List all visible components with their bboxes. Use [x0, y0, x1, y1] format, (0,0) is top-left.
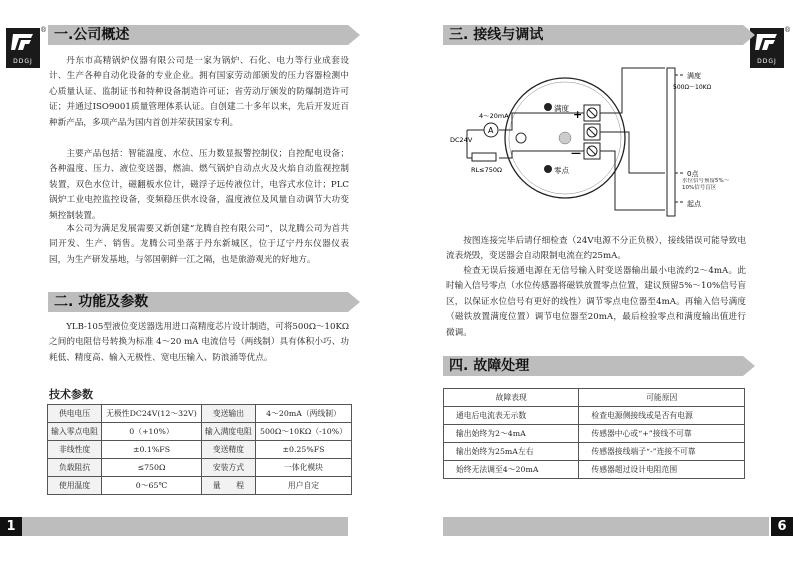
logo-text: DDGJ — [757, 58, 777, 65]
table-cell: 检查电源侧接线或是否有电源 — [579, 407, 745, 425]
rl-label: RL≤750Ω — [471, 166, 502, 174]
table-cell: 0～65℃ — [102, 477, 202, 495]
full-potentiometer — [544, 103, 552, 111]
full-range-label: 500Ω～10KΩ — [673, 84, 712, 91]
current-label: 4～20mA — [479, 112, 509, 120]
table-cell: 传感器中心或“+”接线不可靠 — [579, 425, 745, 443]
table-cell: 4～20mA（两线制） — [255, 405, 351, 423]
table-cell: 输入满度电阻 — [201, 423, 255, 441]
section4-header — [443, 356, 743, 376]
page-number-left: 1 — [0, 517, 22, 536]
tech-params-title: 技术参数 — [49, 388, 93, 401]
table-cell: 负载阻抗 — [48, 459, 102, 477]
section2-title: 二. 功能及参数 — [54, 294, 149, 310]
wiring-check-paragraph: 按图连接完毕后请仔细检查（24V电源不分正负极），接线错误可能导致电流表烧毁，变送器会自动限制电流在约25mA。 — [446, 236, 746, 262]
logo-mark-icon — [11, 32, 35, 52]
table-cell: 非线性度 — [48, 441, 102, 459]
table-row — [444, 443, 745, 461]
fault-header-cause: 可能原因 — [579, 389, 745, 407]
table-cell: 使用温度 — [48, 477, 102, 495]
calibration-paragraph: 检查无误后接通电源在无信号输入时变送器输出最小电流约2～4mA。此时输入信号零点（水位传感器将磁铁放置零点位置，建议预留5%～10%信号盲区，以保证水位信号有更好的线性）调节零点电位器至4mA。再输入信号满度（磁铁放置满度位置）调节电位器至20mA，最后检验零点和满度输出值进行微调。 — [446, 266, 746, 338]
fault-header-symptom: 故障表现 — [444, 389, 579, 407]
table-cell: 始终无法调至4～20mA — [444, 461, 579, 479]
table-cell: 输出始终为2～4mA — [444, 425, 579, 443]
load-resistor — [472, 153, 496, 161]
left-footer-bar — [22, 517, 348, 536]
table-cell: 变送精度 — [201, 441, 255, 459]
wiring-diagram — [447, 60, 737, 225]
section1-title: 一.公司概述 — [54, 27, 130, 43]
table-cell: 输入零点电阻 — [48, 423, 102, 441]
section4-title: 四. 故障处理 — [449, 358, 530, 374]
table-cell: 供电电压 — [48, 405, 102, 423]
table-cell: 0（+10%） — [102, 423, 202, 441]
fault-table — [443, 388, 745, 479]
center-hole — [559, 132, 571, 144]
label-full: 满度 — [554, 104, 569, 113]
label-minus: — — [571, 148, 581, 159]
table-cell: 变送输出 — [201, 405, 255, 423]
section3-header — [443, 25, 743, 45]
logo-text: DDGJ — [13, 58, 33, 65]
right-footer-bar — [443, 517, 769, 536]
signal-note: 水位信号预留5%～10%信号盲区 — [682, 178, 730, 191]
table-cell: 传感器超过设计电阻范围 — [579, 461, 745, 479]
table-row — [48, 459, 352, 477]
company-logo-right — [750, 26, 791, 68]
table-cell: 通电后电流表无示数 — [444, 407, 579, 425]
table-cell: 500Ω～10KΩ（-10%） — [255, 423, 351, 441]
company-intro-paragraph: 丹东市高精锅炉仪器有限公司是一家为锅炉、石化、电力等行业成套设计、生产各种自动化设备的专业企业。拥有国家劳动部颁发的压力容器检测中心质量认证、监制证书和特种设备制造许可证；省劳动厅颁发的防爆制造许可证；并通过ISO9001质量管理体系认证。自创建二十多年以来，先后开发近百种新产品，多项产品为国内首创并荣获国家专利。 — [49, 56, 349, 128]
page-number-right: 6 — [771, 517, 793, 536]
table-row — [48, 477, 352, 495]
table-row — [48, 405, 352, 423]
products-paragraph: 主要产品包括：智能温度、水位、压力数显报警控制仪；自控配电设备；各种温度、压力、液位变送器，燃油、燃气锅炉自动点火及火焰自动监视控制装置，双色水位计，磁翻板水位计，磁浮子远传液位计，电容式水位计；PLC锅炉工业电控监控设备，变频稳压供水设备，温度液位及风量自动调节大功变频控制装置。 — [49, 149, 349, 221]
registered-mark: ® — [784, 26, 791, 34]
table-cell: 安装方式 — [201, 459, 255, 477]
table-cell: 量 程 — [201, 477, 255, 495]
registered-mark: ® — [40, 26, 47, 34]
section3-title: 三. 接线与调试 — [449, 27, 544, 43]
table-row — [444, 425, 745, 443]
function-paragraph: YLB-105型液位变送器选用进口高精度芯片设计制造，可将500Ω～10KΩ之间的电阻信号转换为标准 4～20 mA 电流信号（两线制）具有体积小巧、功耗低、精度高、输入无极性、宽电压输入、防浪涌等优点。 — [49, 322, 350, 363]
sensor-start-label: 起点 — [687, 200, 701, 208]
table-row — [48, 441, 352, 459]
logo-mark-icon — [755, 32, 779, 52]
longteng-paragraph: 本公司为满足发展需要又新创建“龙腾自控有限公司”，以龙腾公司为首共同开发、生产、销售。龙腾公司坐落于丹东新城区，位于辽宁丹东仪器仪表园，为生产研发基地，与邻国朝鲜一江之隔，也是旅游观光的好地方。 — [49, 224, 349, 265]
company-logo — [6, 26, 47, 68]
label-zero: 零点 — [554, 166, 569, 175]
table-cell: 输出始终为25mA左右 — [444, 443, 579, 461]
table-row — [444, 461, 745, 479]
table-cell: 用户自定 — [255, 477, 351, 495]
sensor-zero-label: 0点 — [687, 170, 699, 178]
dc-label: DC24V — [450, 136, 473, 144]
table-cell: ±0.1%FS — [102, 441, 202, 459]
ammeter-label: A — [488, 126, 494, 135]
table-cell: 传感器接线端子“-”连接不可靠 — [579, 443, 745, 461]
table-row — [48, 423, 352, 441]
section2-header — [48, 292, 348, 312]
table-cell: 一体化模块 — [255, 459, 351, 477]
terminal-block — [584, 105, 600, 159]
section1-header — [48, 25, 348, 45]
table-cell: ≤750Ω — [102, 459, 202, 477]
sensor-full-label: 满度 — [687, 72, 701, 80]
table-row — [444, 407, 745, 425]
tech-params-table — [47, 404, 352, 495]
zero-potentiometer — [544, 165, 552, 173]
right-page — [397, 0, 793, 561]
table-cell: ±0.25%FS — [255, 441, 351, 459]
label-plus: + — [573, 108, 583, 121]
left-page — [0, 0, 396, 561]
table-cell: 无极性DC24V(12～32V) — [102, 405, 202, 423]
